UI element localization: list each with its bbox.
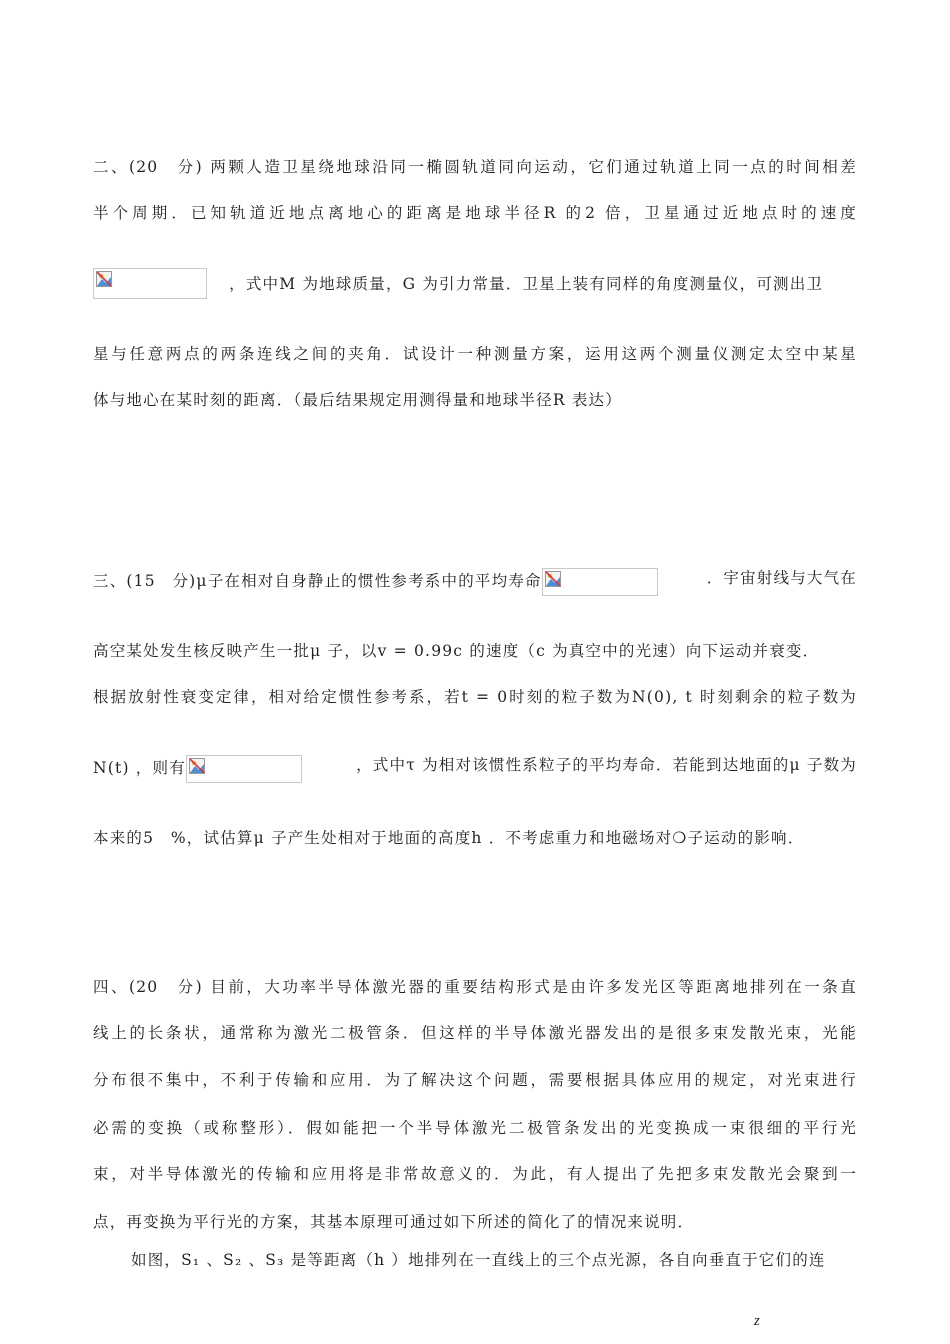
q4-line-7: 如图，S₁ 、S₂ 、S₃ 是等距离（h ）地排列在一直线上的三个点光源，各自向垂直于它们的连 [131, 1251, 826, 1269]
q4-line-1: 四、(20 分) 目前，大功率半导体激光器的重要结构形式是由许多发光区等距离地排列在一条直 [93, 978, 857, 996]
q3-line-2: 高空某处发生核反映产生一批μ 子，以v = 0.99c 的速度（c 为真空中的光速）向下运动并衰变． [93, 642, 820, 660]
lifetime-formula-image [542, 568, 658, 596]
q3-line-1a: 三、(15 分)μ子在相对自身静止的惯性参考系中的平均寿命 [93, 572, 542, 590]
q4-line-2: 线上的长条状，通常称为激光二极管条．但这样的半导体激光器发出的是很多束发散光束，光能 [93, 1024, 857, 1042]
q3-line-4-row [93, 755, 857, 783]
q4-line-4: 必需的变换（或称整形）．假如能把一个半导体激光二极管条发出的光变换成一束很细的平行光 [93, 1119, 857, 1137]
q4-line-5: 束，对半导体激光的传输和应用将是非常故意义的．为此，有人提出了先把多束发散光会聚到一 [93, 1165, 857, 1183]
figure-axis-label-z: z [754, 1313, 760, 1329]
q3-line-1b: ．宇宙射线与大气在 [706, 569, 857, 587]
q3-line-5: 本来的5 %，试估算μ 子产生处相对于地面的高度h ．不考虑重力和地磁场对❍子运动的影响． [93, 829, 805, 847]
decay-formula-image [186, 755, 302, 783]
q4-line-6: 点，再变换为平行光的方案，其基本原理可通过如下所述的简化了的情况来说明． [93, 1213, 695, 1231]
broken-image-icon [189, 758, 205, 774]
q2-line-3-row [93, 270, 857, 299]
q2-line-2: 半个周期．已知轨道近地点离地心的距离是地球半径R 的2 倍，卫星通过近地点时的速度 [93, 204, 857, 222]
q3-line-4b: ，式中τ 为相对该惯性系粒子的平均寿命．若能到达地面的μ 子数为 [356, 756, 857, 774]
q2-line-5: 体与地心在某时刻的距离．（最后结果规定用测得量和地球半径R 表达） [93, 391, 622, 409]
q2-line-4: 星与任意两点的两条连线之间的夹角．试设计一种测量方案，运用这两个测量仪测定太空中某星 [93, 345, 857, 363]
q4-line-3: 分布很不集中，不利于传输和应用．为了解决这个问题，需要根据具体应用的规定，对光束进行 [93, 1071, 857, 1089]
velocity-formula-image [93, 268, 207, 299]
broken-image-icon [545, 571, 561, 587]
broken-image-icon [96, 271, 112, 287]
q2-line-1: 二、(20 分) 两颗人造卫星绕地球沿同一椭圆轨道同向运动，它们通过轨道上同一点的时间相差 [93, 158, 857, 176]
q3-line-3: 根据放射性衰变定律，相对给定惯性参考系，若t = 0时刻的粒子数为N(0), t 时刻剩余的粒子数为 [93, 688, 857, 706]
q2-line-3: ，式中M 为地球质量，G 为引力常量．卫星上装有同样的角度测量仪，可测出卫 [229, 274, 824, 293]
q3-line-1-row [93, 568, 857, 596]
q3-line-4a: N(t) ，则有 [93, 759, 186, 777]
